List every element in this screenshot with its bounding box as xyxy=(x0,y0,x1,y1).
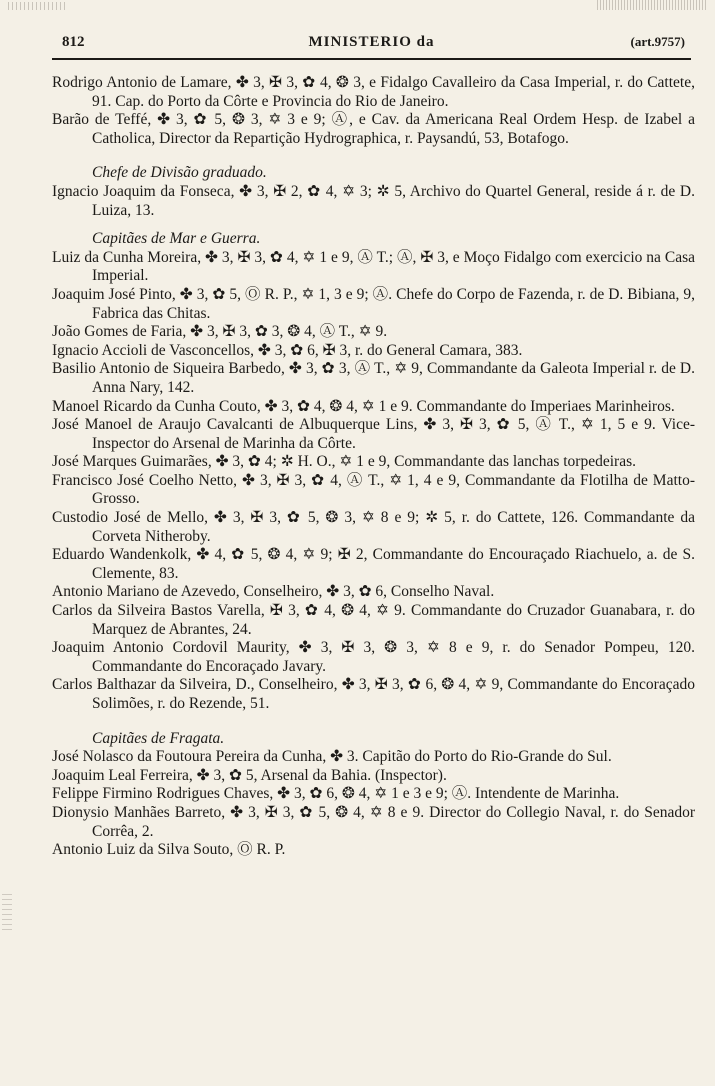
list-entry: José Nolasco da Foutoura Pereira da Cunha, ✤ 3. Capitão do Porto do Rio-Grande do Sul. xyxy=(52,748,612,766)
list-entry: Eduardo Wandenkolk, ✤ 4, ✿ 5, ❂ 4, ✡ 9; ✠ 2, Commandante do Encouraçado Riachuelo, a. de S. Clemente, 83. xyxy=(52,546,695,582)
list-entry: José Manoel de Araujo Cavalcanti de Albuquerque Lins, ✤ 3, ✠ 3, ✿ 5, Ⓐ T., ✡ 1, 5 e 9. Vice-Inspector do Arsenal de Marinha da Côrte. xyxy=(52,416,695,452)
list-entry: Ignacio Accioli de Vasconcellos, ✤ 3, ✿ 6, ✠ 3, r. do General Camara, 383. xyxy=(52,341,523,359)
list-entry: Basilio Antonio de Siqueira Barbedo, ✤ 3, ✿ 3, Ⓐ T., ✡ 9, Commandante da Galeota Imperial r. de D. Anna Nary, 142. xyxy=(52,360,695,396)
section-heading: Capitães de Fragata. xyxy=(92,729,225,747)
list-entry: Rodrigo Antonio de Lamare, ✤ 3, ✠ 3, ✿ 4, ❂ 3, e Fidalgo Cavalleiro da Casa Imperial, r. do Cattete, 91. Cap. do Porto da Côrte e Provincia do Rio de Janeiro. xyxy=(52,74,695,110)
list-entry: Joaquim Antonio Cordovil Maurity, ✤ 3, ✠ 3, ❂ 3, ✡ 8 e 9, r. do Senador Pompeu, 120. Commandante do Encoraçado Javary. xyxy=(52,639,695,675)
print-speckle-left xyxy=(2,890,12,930)
list-entry: Antonio Luiz da Silva Souto, Ⓞ R. P. xyxy=(52,841,286,859)
document-body xyxy=(52,74,695,860)
print-speckle-top-right xyxy=(597,0,707,10)
list-entry: Carlos Balthazar da Silveira, D., Conselheiro, ✤ 3, ✠ 3, ✿ 6, ❂ 4, ✡ 9, Commandante do Encoraçado Solimões, r. do Rezende, 51. xyxy=(52,676,695,712)
list-entry: Carlos da Silveira Bastos Varella, ✠ 3, ✿ 4, ❂ 4, ✡ 9. Commandante do Cruzador Guanabara, r. do Marquez de Abrantes, 24. xyxy=(52,602,695,638)
section-heading: Chefe de Divisão graduado. xyxy=(92,164,267,182)
list-entry: Felippe Firmino Rodrigues Chaves, ✤ 3, ✿ 6, ❂ 4, ✡ 1 e 3 e 9; Ⓐ. Intendente de Marinha. xyxy=(52,785,620,803)
list-entry: Barão de Teffé, ✤ 3, ✿ 5, ❂ 3, ✡ 3 e 9; Ⓐ, e Cav. da Americana Real Ordem Hesp. de Izabel a Catholica, Director da Repartição Hydrographica, r. Paysandú, 53, Botafogo. xyxy=(52,111,695,147)
page-number: 812 xyxy=(62,34,85,50)
running-title: MINISTERIO da xyxy=(308,34,435,50)
section-capitaes-mar-guerra xyxy=(52,230,695,713)
page-header xyxy=(52,34,691,60)
list-entry: Joaquim José Pinto, ✤ 3, ✿ 5, Ⓞ R. P., ✡ 1, 3 e 9; Ⓐ. Chefe do Corpo de Fazenda, r. de D. Bibiana, 9, Fabrica das Chitas. xyxy=(52,285,695,322)
list-entry: Manoel Ricardo da Cunha Couto, ✤ 3, ✿ 4, ❂ 4, ✡ 1 e 9. Commandante do Imperiaes Marinheiros. xyxy=(52,397,675,415)
list-entry: Ignacio Joaquim da Fonseca, ✤ 3, ✠ 2, ✿ 4, ✡ 3; ✲ 5, Archivo do Quartel General, reside á r. de D. Luiza, 13. xyxy=(52,182,695,219)
section-capitaes-fragata xyxy=(52,730,695,860)
list-entry: Antonio Mariano de Azevedo, Conselheiro, ✤ 3, ✿ 6, Conselho Naval. xyxy=(52,583,495,601)
section-heading: Capitães de Mar e Guerra. xyxy=(92,230,261,248)
list-entry: Francisco José Coelho Netto, ✤ 3, ✠ 3, ✿ 4, Ⓐ T., ✡ 1, 4 e 9, Commandante da Flotilha de Matto-Grosso. xyxy=(52,471,695,508)
print-speckle-top-left xyxy=(8,2,68,10)
section-officials xyxy=(52,74,695,148)
list-entry: José Marques Guimarães, ✤ 3, ✿ 4; ✲ H. O., ✡ 1 e 9, Commandante das lanchas torpedeiras. xyxy=(52,453,636,471)
list-entry: Dionysio Manhães Barreto, ✤ 3, ✠ 3, ✿ 5, ❂ 4, ✡ 8 e 9. Director do Collegio Naval, r. do Senador Corrêa, 2. xyxy=(52,803,695,840)
list-entry: João Gomes de Faria, ✤ 3, ✠ 3, ✿ 3, ❂ 4, Ⓐ T., ✡ 9. xyxy=(52,323,388,341)
list-entry: Luiz da Cunha Moreira, ✤ 3, ✠ 3, ✿ 4, ✡ 1 e 9, Ⓐ T.; Ⓐ, ✠ 3, e Moço Fidalgo com exercicio na Casa Imperial. xyxy=(52,248,695,285)
article-reference: (art.9757) xyxy=(630,34,685,49)
section-chefe-divisao xyxy=(52,164,695,220)
list-entry: Custodio José de Mello, ✤ 3, ✠ 3, ✿ 5, ❂ 3, ✡ 8 e 9; ✲ 5, r. do Cattete, 126. Commandante da Corveta Nitheroby. xyxy=(52,509,695,545)
list-entry: Joaquim Leal Ferreira, ✤ 3, ✿ 5, Arsenal da Bahia. (Inspector). xyxy=(52,766,447,784)
